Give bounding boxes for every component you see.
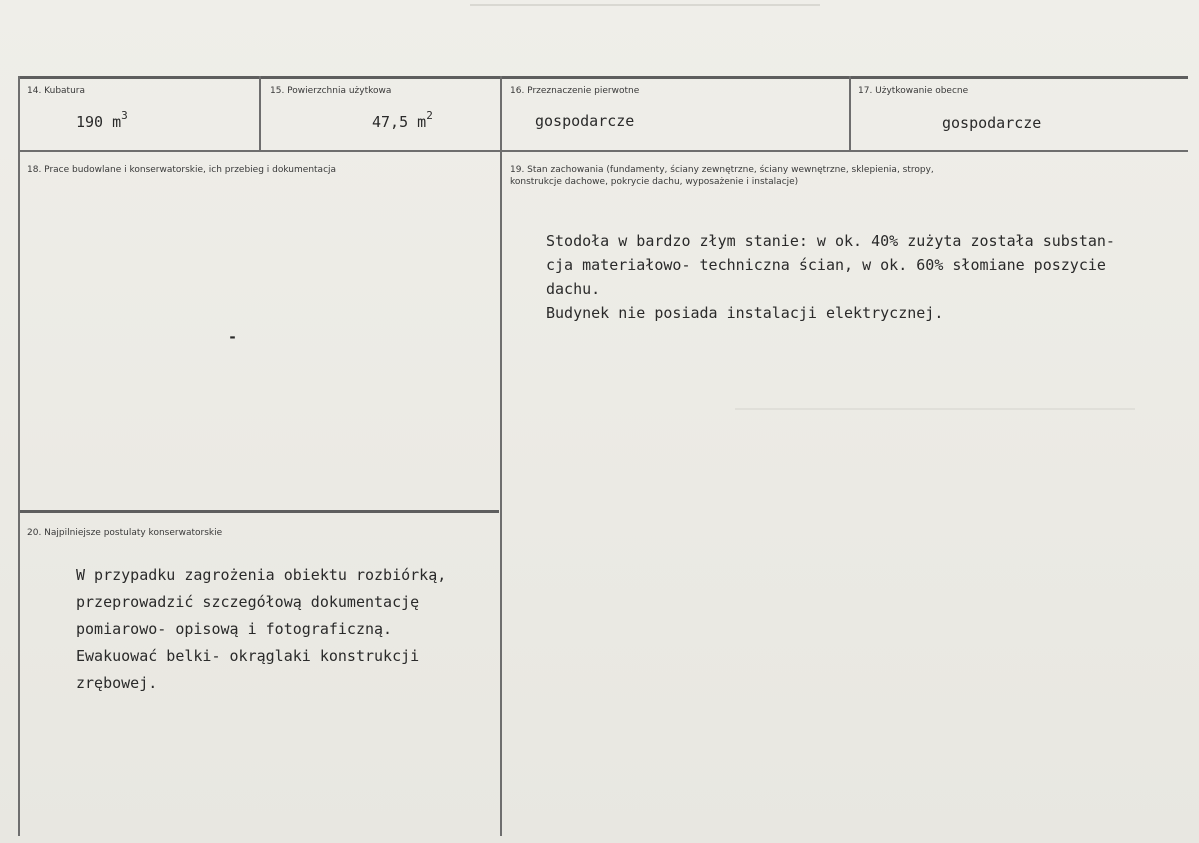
uzytkowanie-label: 17. Użytkowanie obecne (858, 86, 969, 96)
powierzchnia-label: 15. Powierzchnia użytkowa (270, 86, 392, 96)
divider-14-15 (259, 76, 261, 150)
text-line: dachu. (546, 280, 601, 298)
stan-zachowania-text (546, 229, 1115, 325)
text-line: cja materiałowo- techniczna ścian, w ok. 60% słomiane poszycie (546, 256, 1106, 274)
left-border (18, 76, 20, 836)
stan-zachowania-label-line2: konstrukcje dachowe, pokrycie dachu, wyposażenie i instalacje) (510, 177, 799, 187)
text-line: Stodoła w bardzo złym stanie: w ok. 40% zużyta została substan- (546, 232, 1115, 250)
section-18-20-divider (18, 510, 499, 513)
bleed-through-mark (470, 4, 820, 6)
text-line: W przypadku zagrożenia obiektu rozbiórką, (76, 566, 447, 584)
powierzchnia-value: 47,5 $m^2$ (372, 109, 433, 131)
prace-budowlane-label: 18. Prace budowlane i konserwatorskie, ich przebieg i dokumentacja (27, 165, 337, 175)
row-divider (18, 150, 1188, 152)
text-line: przeprowadzić szczegółową dokumentację (76, 593, 420, 611)
uzytkowanie-value: gospodarcze (942, 114, 1042, 132)
center-divider (500, 76, 502, 836)
top-rule (18, 76, 1188, 79)
przeznaczenie-value: gospodarcze (535, 112, 635, 130)
stan-zachowania-label-line1: 19. Stan zachowania (fundamenty, ściany zewnętrzne, ściany wewnętrzne, sklepienia, stropy, (510, 165, 934, 175)
postulaty-text (76, 562, 446, 697)
text-line: pomiarowo- opisową i fotograficzną. (76, 620, 393, 638)
text-line: Budynek nie posiada instalacji elektrycznej. (546, 304, 944, 322)
bleed-through-mark (735, 408, 1135, 410)
kubatura-value: 190 $m^3$ (76, 109, 128, 131)
kubatura-label: 14. Kubatura (27, 86, 86, 96)
postulaty-label: 20. Najpilniejsze postulaty konserwatorskie (27, 528, 223, 538)
prace-budowlane-value: - (228, 328, 238, 346)
przeznaczenie-label: 16. Przeznaczenie pierwotne (510, 86, 640, 96)
divider-16-17 (849, 76, 851, 150)
text-line: Ewakuować belki- okrąglaki konstrukcji (76, 647, 420, 665)
text-line: zrębowej. (76, 674, 158, 692)
